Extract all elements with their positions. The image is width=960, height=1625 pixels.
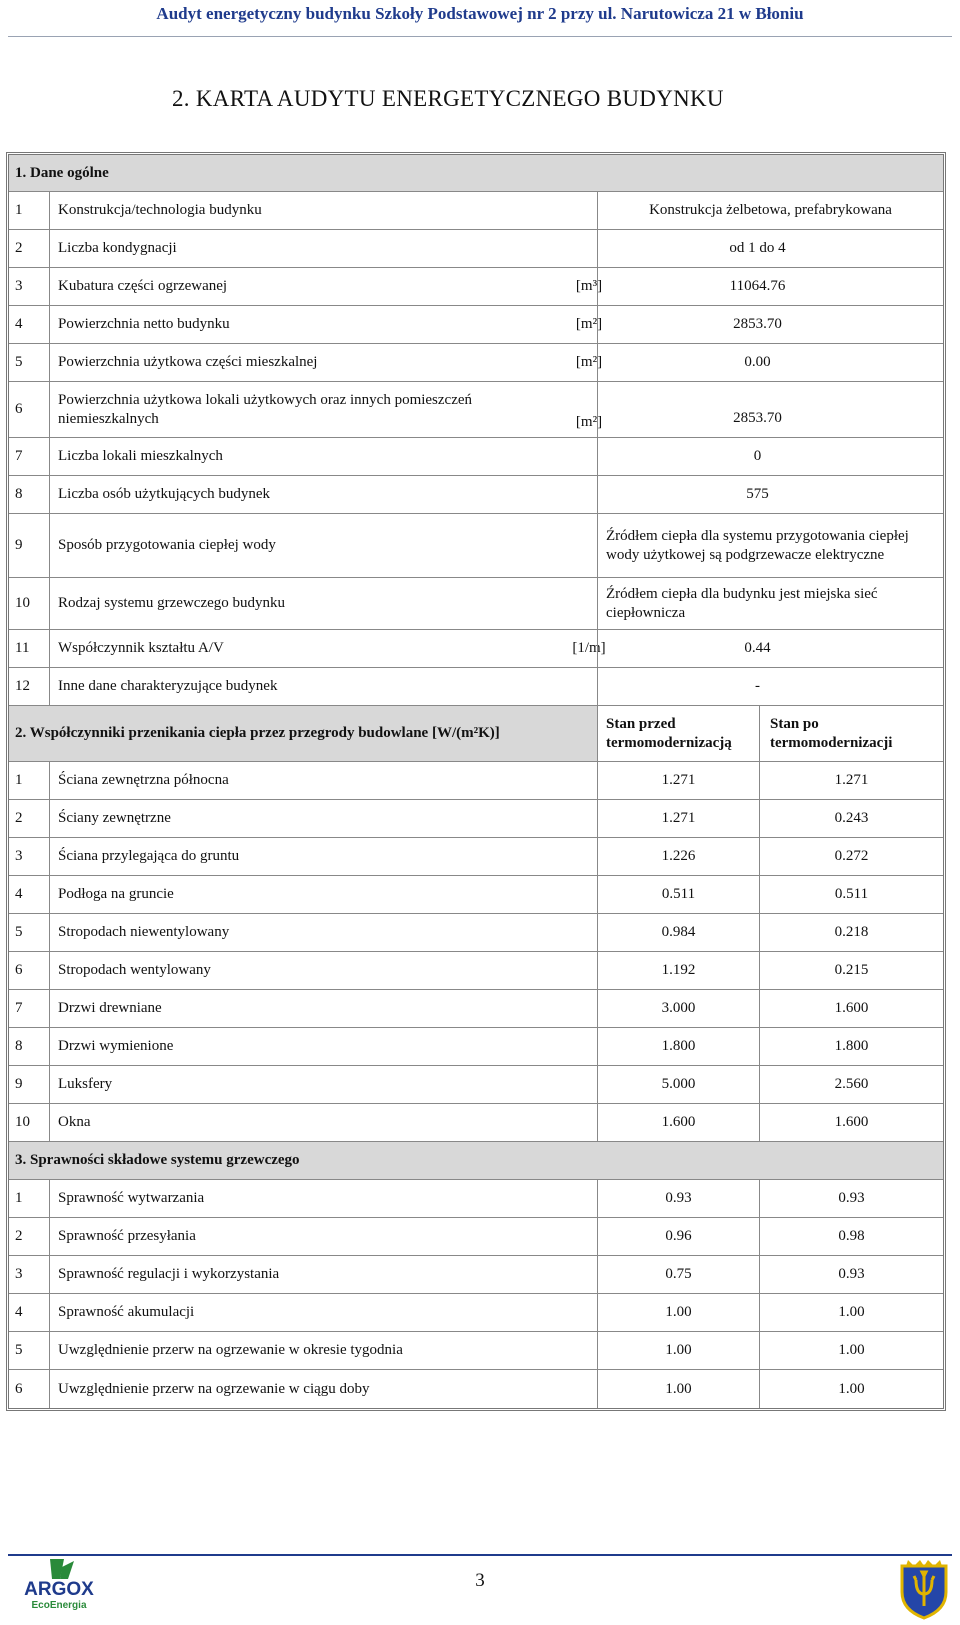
value-before: 0.96: [597, 1218, 759, 1255]
row-label: Liczba lokali mieszkalnych: [49, 438, 597, 475]
table-row: [9, 1370, 943, 1408]
row-number: 3: [15, 848, 23, 864]
row-number: 8: [15, 486, 23, 502]
row-label: Okna: [49, 1104, 597, 1141]
town-crest-logo: [898, 1558, 950, 1620]
row-label: Drzwi drewniane: [49, 990, 597, 1027]
table-row: [9, 476, 943, 514]
row-value: Źródłem ciepła dla budynku jest miejska sieć ciepłownicza: [597, 578, 943, 629]
row-unit: [m³]: [575, 278, 603, 294]
table-row: [9, 306, 943, 344]
argox-logo-text: ARGOX: [24, 1579, 94, 1600]
value-before: 0.511: [597, 876, 759, 913]
row-value: 0.44: [597, 630, 917, 667]
row-number: 2: [15, 810, 23, 826]
value-after: 1.600: [759, 1104, 943, 1141]
value-before: 0.984: [597, 914, 759, 951]
row-number: 5: [15, 354, 23, 370]
row-number: 6: [15, 401, 23, 417]
value-before: 0.93: [597, 1180, 759, 1217]
value-before: 1.600: [597, 1104, 759, 1141]
row-number: 9: [15, 537, 23, 553]
row-value: 0.00: [597, 344, 917, 381]
footer-divider: [8, 1554, 952, 1556]
row-number: 3: [15, 1266, 23, 1282]
row-number: 7: [15, 448, 23, 464]
row-label: Sprawność wytwarzania: [49, 1180, 597, 1217]
column-header-after: Stan po termomodernizacji: [759, 706, 943, 761]
value-after: 1.271: [759, 762, 943, 799]
table-row: [9, 800, 943, 838]
row-label: Ściana zewnętrzna północna: [49, 762, 597, 799]
row-label: Ściana przylegająca do gruntu: [49, 838, 597, 875]
value-after: 1.00: [759, 1370, 943, 1408]
section-1-header: [9, 155, 943, 192]
header-divider: [8, 36, 952, 37]
table-row: [9, 230, 943, 268]
row-number: 2: [15, 240, 23, 256]
row-label: Drzwi wymienione: [49, 1028, 597, 1065]
table-row: [9, 952, 943, 990]
row-label: Współczynnik kształtu A/V: [49, 630, 597, 667]
section-title: 3. Sprawności składowe systemu grzewczego: [9, 1142, 943, 1179]
table-row: [9, 1066, 943, 1104]
row-label: Sprawność regulacji i wykorzystania: [49, 1256, 597, 1293]
row-value: 2853.70: [597, 306, 917, 343]
row-label: Powierzchnia użytkowa lokali użytkowych oraz innych pomieszczeń niemieszkalnych: [49, 382, 597, 437]
section-3-header: [9, 1142, 943, 1180]
row-number: 4: [15, 316, 23, 332]
value-after: 0.93: [759, 1256, 943, 1293]
row-value: od 1 do 4: [597, 230, 917, 267]
row-number: 10: [15, 1114, 30, 1130]
value-before: 5.000: [597, 1066, 759, 1103]
row-number: 11: [15, 640, 30, 656]
row-label: Sprawność akumulacji: [49, 1294, 597, 1331]
row-label: Kubatura części ogrzewanej: [49, 268, 597, 305]
table-row: [9, 578, 943, 630]
table-row: [9, 1256, 943, 1294]
row-unit: [m²]: [575, 316, 603, 332]
row-value: -: [597, 668, 917, 705]
row-value: 11064.76: [597, 268, 917, 305]
row-unit: [m²]: [575, 414, 603, 430]
row-number: 1: [15, 202, 23, 218]
row-label: Stropodach niewentylowany: [49, 914, 597, 951]
table-row: [9, 1294, 943, 1332]
row-label: Liczba kondygnacji: [49, 230, 597, 267]
value-after: 1.800: [759, 1028, 943, 1065]
value-before: 1.271: [597, 800, 759, 837]
row-number: 9: [15, 1076, 23, 1092]
value-before: 1.271: [597, 762, 759, 799]
value-before: 0.75: [597, 1256, 759, 1293]
row-number: 6: [15, 1380, 23, 1397]
table-row: [9, 268, 943, 306]
row-number: 1: [15, 1190, 23, 1206]
row-number: 2: [15, 1228, 23, 1244]
row-label: Stropodach wentylowany: [49, 952, 597, 989]
row-number: 4: [15, 886, 23, 902]
table-row: [9, 1180, 943, 1218]
row-value: Konstrukcja żelbetowa, prefabrykowana: [597, 192, 943, 229]
value-after: 0.98: [759, 1218, 943, 1255]
section-title: 1. Dane ogólne: [9, 155, 943, 191]
row-label: Podłoga na gruncie: [49, 876, 597, 913]
row-number: 5: [15, 1342, 23, 1358]
table-row: [9, 382, 943, 438]
row-number: 8: [15, 1038, 23, 1054]
row-number: 1: [15, 772, 23, 788]
value-after: 0.272: [759, 838, 943, 875]
table-row: [9, 876, 943, 914]
page-number: 3: [475, 1570, 485, 1591]
row-label: Sposób przygotowania ciepłej wody: [49, 514, 597, 577]
row-value: 575: [597, 476, 917, 513]
row-number: 7: [15, 1000, 23, 1016]
table-row: [9, 914, 943, 952]
table-row: [9, 1332, 943, 1370]
section-title: 2. Współczynniki przenikania ciepła przez przegrody budowlane [W/(m²K)]: [9, 706, 597, 761]
section-2-header: [9, 706, 943, 762]
table-row: [9, 344, 943, 382]
table-row: [9, 1218, 943, 1256]
table-row: [9, 1028, 943, 1066]
row-label: Ściany zewnętrzne: [49, 800, 597, 837]
audit-card-table: [6, 152, 946, 1411]
value-after: 0.215: [759, 952, 943, 989]
row-number: 6: [15, 962, 23, 978]
table-row: [9, 762, 943, 800]
table-row: [9, 514, 943, 578]
value-after: 2.560: [759, 1066, 943, 1103]
value-after: 1.600: [759, 990, 943, 1027]
value-before: 1.800: [597, 1028, 759, 1065]
row-label: Powierzchnia użytkowa części mieszkalnej: [49, 344, 597, 381]
value-after: 1.00: [759, 1332, 943, 1369]
value-before: 1.226: [597, 838, 759, 875]
table-row: [9, 630, 943, 668]
value-before: 1.192: [597, 952, 759, 989]
row-label: Konstrukcja/technologia budynku: [49, 192, 597, 229]
value-before: 1.00: [597, 1294, 759, 1331]
table-row: [9, 990, 943, 1028]
value-before: 1.00: [597, 1370, 759, 1408]
column-header-before: Stan przed termomodernizacją: [597, 706, 759, 761]
row-number: 5: [15, 924, 23, 940]
row-label: Liczba osób użytkujących budynek: [49, 476, 597, 513]
value-before: 3.000: [597, 990, 759, 1027]
value-after: 0.218: [759, 914, 943, 951]
row-unit: [m²]: [575, 354, 603, 370]
row-value: Źródłem ciepła dla systemu przygotowania ciepłej wody użytkowej są podgrzewacze elektryczne: [597, 514, 943, 577]
row-number: 3: [15, 278, 23, 294]
row-number: 4: [15, 1304, 23, 1320]
value-after: 0.243: [759, 800, 943, 837]
row-label: Uwzględnienie przerw na ogrzewanie w okresie tygodnia: [49, 1332, 597, 1369]
table-row: [9, 438, 943, 476]
row-unit: [1/m]: [572, 640, 606, 656]
row-label: Inne dane charakteryzujące budynek: [49, 668, 597, 705]
value-after: 0.93: [759, 1180, 943, 1217]
table-row: [9, 192, 943, 230]
ecoenergia-logo-text: EcoEnergia: [31, 1600, 87, 1611]
row-label: Sprawność przesyłania: [49, 1218, 597, 1255]
value-before: 1.00: [597, 1332, 759, 1369]
row-label: Powierzchnia netto budynku: [49, 306, 597, 343]
row-label: Luksfery: [49, 1066, 597, 1103]
table-row: [9, 1104, 943, 1142]
value-after: 0.511: [759, 876, 943, 913]
value-after: 1.00: [759, 1294, 943, 1331]
table-row: [9, 668, 943, 706]
row-number: 10: [15, 595, 30, 611]
row-value: 2853.70: [597, 382, 917, 437]
header-title: Audyt energetyczny budynku Szkoły Podstawowej nr 2 przy ul. Narutowicza 21 w Błoniu: [156, 4, 804, 23]
document-title: 2. KARTA AUDYTU ENERGETYCZNEGO BUDYNKU: [172, 86, 724, 111]
row-number: 12: [15, 678, 30, 694]
row-label: Rodzaj systemu grzewczego budynku: [49, 578, 597, 629]
table-row: [9, 838, 943, 876]
row-value: 0: [597, 438, 917, 475]
row-label: Uwzględnienie przerw na ogrzewanie w ciągu doby: [49, 1370, 597, 1408]
